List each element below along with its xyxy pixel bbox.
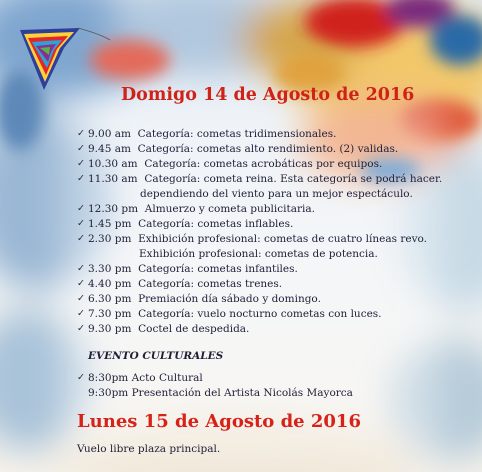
check-icon: ✓	[77, 293, 85, 304]
check-icon: ✓	[77, 143, 85, 154]
check-icon: ✓	[77, 263, 85, 274]
day1-title: Domigo 14 de Agosto de 2016	[121, 85, 415, 105]
schedule-item: 9.30 pm Coctel de despedida.	[88, 323, 250, 335]
schedule-item: 1.45 pm Categoría: cometas inflables.	[88, 218, 294, 230]
schedule-item-continuation: Exhibición profesional: cometas de potencia.	[139, 248, 378, 260]
check-icon: ✓	[77, 308, 85, 319]
schedule-item-continuation: dependiendo del viento para un mejor espectáculo.	[140, 188, 413, 200]
schedule-item: 9.45 am Categoría: cometas alto rendimiento. (2) validas.	[88, 143, 399, 155]
schedule-item: 4.40 pm Categoría: cometas trenes.	[88, 278, 283, 290]
check-icon: ✓	[77, 278, 85, 289]
schedule-item: 10.30 am Categoría: cometas acrobáticas por equipos.	[88, 158, 383, 170]
check-icon: ✓	[77, 372, 85, 383]
check-icon: ✓	[77, 203, 85, 214]
schedule-item: 3.30 pm Categoría: cometas infantiles.	[88, 263, 298, 275]
cultural-heading: EVENTO CULTURALES	[88, 350, 224, 362]
schedule-item: 9.00 am Categoría: cometas tridimensionales.	[88, 128, 337, 140]
schedule-item: 2.30 pm Exhibición profesional: cometas de cuatro líneas revo.	[88, 233, 427, 245]
day2-title: Lunes 15 de Agosto de 2016	[77, 411, 361, 432]
schedule-item: 12.30 pm Almuerzo y cometa publicitaria.	[88, 203, 315, 215]
check-icon: ✓	[77, 128, 85, 139]
check-icon: ✓	[77, 173, 85, 184]
cultural-item: 9:30pm Presentación del Artista Nicolás Mayorca	[88, 387, 353, 399]
check-icon: ✓	[77, 233, 85, 244]
check-icon: ✓	[77, 323, 85, 334]
schedule-item: 6.30 pm Premiación día sábado y domingo.	[88, 293, 321, 305]
cultural-item: 8:30pm Acto Cultural	[88, 372, 203, 384]
schedule-item: 11.30 am Categoría: cometa reina. Esta categoría se podrá hacer.	[88, 173, 443, 185]
check-icon: ✓	[77, 158, 85, 169]
day2-text: Vuelo libre plaza principal.	[77, 443, 221, 455]
check-icon: ✓	[77, 218, 85, 229]
schedule-item: 7.30 pm Categoría: vuelo nocturno cometas con luces.	[88, 308, 382, 320]
